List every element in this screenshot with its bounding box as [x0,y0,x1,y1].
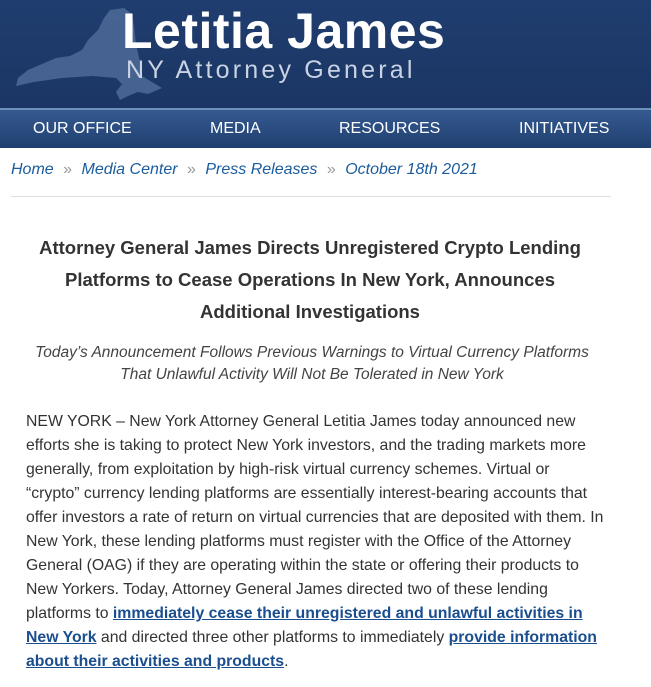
body-text-3: . [284,653,289,670]
article-subtitle: Today’s Announcement Follows Previous Warnings to Virtual Currency Platforms That Unlawful Activity Will Not Be Tolerated in New York [35,344,589,383]
nav-media[interactable]: MEDIA [210,120,261,137]
article-title: Attorney General James Directs Unregistered Crypto Lending Platforms to Cease Operations In New York, Announces Additional Investigations [39,237,581,322]
link-cease-activities[interactable]: immediately cease their unregistered and unlawful activities in New York [26,605,583,646]
nav-initiatives[interactable]: INITIATIVES [519,120,610,137]
site-header [0,0,651,108]
nav-resources[interactable]: RESOURCES [339,120,441,137]
main-nav [0,108,651,148]
article-body [26,410,606,674]
breadcrumb-media-center[interactable]: Media Center [81,161,178,178]
breadcrumb-home[interactable]: Home [11,161,54,178]
site-title[interactable]: Letitia James [122,3,446,59]
breadcrumb-press-releases[interactable]: Press Releases [205,161,318,178]
link-provide-information[interactable]: provide information about their activities and products [26,629,597,670]
breadcrumb-date[interactable]: October 18th 2021 [345,161,478,178]
body-text-1: NEW YORK – New York Attorney General Letitia James today announced new efforts she is taking to protect New York investors, and the trading markets more generally, from exploitation by high-risk virtual currency schemes. Virtual or “crypto” currency lending platforms are essentially interest-bearing accounts that offer investors a rate of return on virtual currencies that are deposited with them. In New York, these lending platforms must register with the Office of the Attorney General (OAG) if they are operating within the state or offering their products to New Yorkers. Today, Attorney General James directed two of these lending platforms to [26,413,604,622]
breadcrumb-separator: » [326,161,336,178]
breadcrumb [11,161,611,197]
body-text-2: and directed three other platforms to immediately [96,629,449,646]
site-subtitle: NY Attorney General [126,56,416,84]
breadcrumb-separator: » [187,161,196,178]
breadcrumb-separator: » [63,161,73,178]
nav-our-office[interactable]: OUR OFFICE [33,120,132,137]
